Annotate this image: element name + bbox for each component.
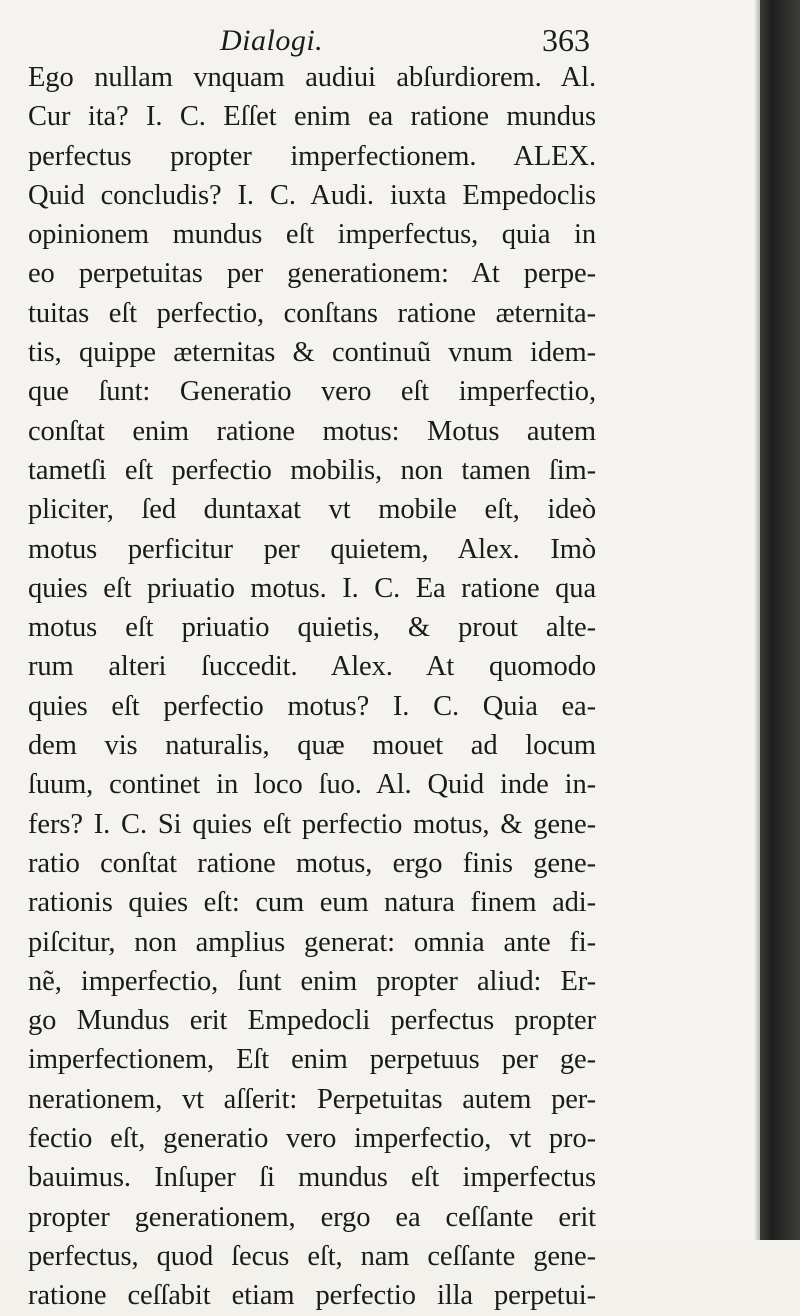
- text-line: fers? I. C. Si quies eſt perfectio motus, & gene-: [28, 808, 596, 840]
- text-line: tametſi eſt perfectio mobilis, non tamen ſim-: [28, 454, 596, 486]
- text-line: ratione ceſſabit etiam perfectio illa perpetui-: [28, 1280, 596, 1312]
- text-line: motus eſt priuatio quietis, & prout alte-: [28, 612, 596, 644]
- text-line: tis, quippe æternitas & continuũ vnum idem-: [28, 337, 596, 369]
- book-gutter: [760, 0, 800, 1240]
- text-line: quies eſt perfectio motus? I. C. Quia ea-: [28, 690, 596, 722]
- text-line: quies eſt priuatio motus. I. C. Ea ratione qua: [28, 572, 596, 604]
- text-line: go Mundus erit Empedocli perfectus propter: [28, 1005, 596, 1037]
- text-line: motus perficitur per quietem, Alex. Imò: [28, 533, 596, 565]
- body-text: [28, 58, 596, 1316]
- text-line: propter generationem, ergo ea ceſſante erit: [28, 1201, 596, 1233]
- text-line: pliciter, ſed duntaxat vt mobile eſt, ideò: [28, 494, 596, 526]
- text-line: opinionem mundus eſt imperfectus, quia in: [28, 219, 596, 251]
- text-line: tuitas eſt perfectio, conſtans ratione æternita-: [28, 297, 596, 329]
- text-line: piſcitur, non amplius generat: omnia ante fi-: [28, 926, 596, 958]
- text-line: dem vis naturalis, quæ mouet ad locum: [28, 730, 596, 762]
- text-line: ratio conſtat ratione motus, ergo finis gene-: [28, 847, 596, 879]
- text-line: que ſunt: Generatio vero eſt imperfectio,: [28, 376, 596, 408]
- text-line: eo perpetuitas per generationem: At perpe-: [28, 258, 596, 290]
- page-number: 363: [542, 22, 590, 58]
- text-line: Quid concludis? I. C. Audi. iuxta Empedoclis: [28, 179, 596, 211]
- text-line: rationis quies eſt: cum eum natura finem adi-: [28, 887, 596, 919]
- text-line: conſtat enim ratione motus: Motus autem: [28, 415, 596, 447]
- text-line: Cur ita? I. C. Eſſet enim ea ratione mundus: [28, 101, 596, 133]
- text-line: nerationem, vt aſſerit: Perpetuitas autem per-: [28, 1083, 596, 1115]
- text-line: rum alteri ſuccedit. Alex. At quomodo: [28, 651, 596, 683]
- text-line: imperfectionem, Eſt enim perpetuus per ge-: [28, 1044, 596, 1076]
- text-line: Ego nullam vnquam audiui abſurdiorem. Al.: [28, 62, 596, 93]
- text-line: bauimus. Inſuper ſi mundus eſt imperfectus: [28, 1162, 596, 1194]
- text-line: ſuum, continet in loco ſuo. Al. Quid inde in-: [28, 769, 596, 801]
- text-line: fectio eſt, generatio vero imperfectio, vt pro-: [28, 1123, 596, 1155]
- text-line: nẽ, imperfectio, ſunt enim propter aliud: Er-: [28, 965, 596, 997]
- text-line: perfectus, quod ſecus eſt, nam ceſſante gene-: [28, 1240, 596, 1272]
- running-head: Dialogi.: [220, 24, 324, 57]
- text-line: perfectus propter imperfectionem. ALEX.: [28, 140, 596, 172]
